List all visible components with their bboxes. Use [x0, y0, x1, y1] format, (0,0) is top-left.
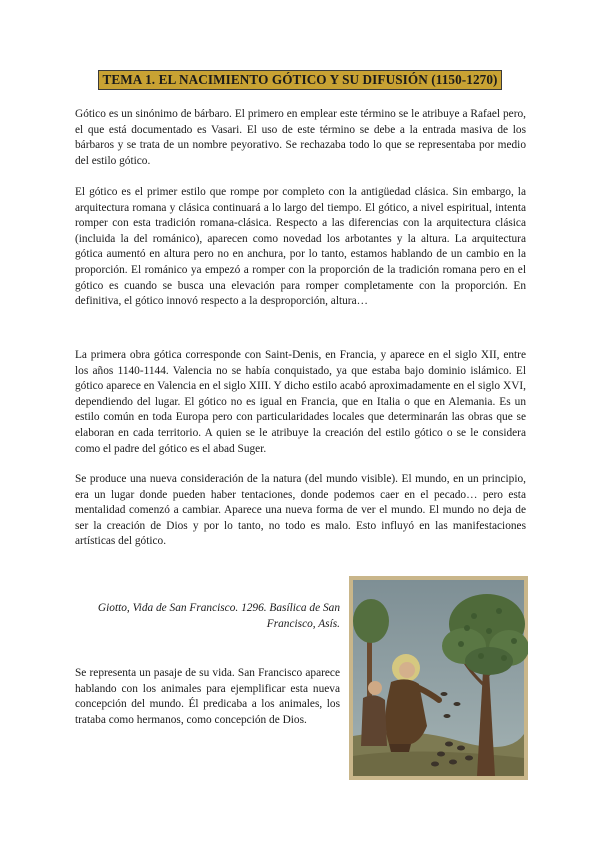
figure-caption: Giotto, Vida de San Francisco. 1296. Basílica de San Francisco, Asís.: [97, 602, 340, 630]
figure-description: Se representa un pasaje de su vida. San Francisco aparece hablando con los animales para ejemplificar esta nueva concepción del mundo. Él predicaba a los animales, los trataba como hermanos, como concepción de Dios.: [75, 667, 340, 726]
paragraph-natura: Se produce una nueva consideración de la natura (del mundo visible). El mundo, en un principio, era un lugar donde pueden haber tentaciones, donde podemos caer en el pecado… pero esta mentalidad comenzó a cambiar. Aparece una nueva forma de ver el mundo. El mundo no deja de ser la creación de Dios y por lo tanto, no todo es malo. Esto influyó en las manifestaciones artísticas del gótico.: [75, 473, 526, 548]
giotto-painting-image: [349, 576, 528, 780]
painting-tree-crown-left: [353, 599, 389, 643]
paragraph-saint-denis: La primera obra gótica corresponde con Saint-Denis, en Francia, y aparece en el siglo XII, entre los años 1140-1144. Valencia no se había conquistado, ya que estaba bajo dominio islámico. El gótico aparece en Valencia en el siglo XIII. Y dicho estilo acabó aproximadamente en el siglo XVI, dependiendo del lugar. El gótico no es igual en Francia, que en Italia o que en Alemania. Es un estilo común en toda Europa pero con particularidades locales que determinarán las obras que se elaboran en cada territorio. A quien se le atribuye la creación del estilo gótico o se le considera como el padre del gótico es el abad Suger.: [75, 349, 526, 455]
page-title: TEMA 1. EL NACIMIENTO GÓTICO Y SU DIFUSIÓN (1150-1270): [98, 70, 501, 90]
paragraph-gotico-barbaro: Gótico es un sinónimo de bárbaro. El primero en emplear este término se le atribuye a Rafael pero, el que está documentado es Vasari. El uso de este término se debe a la entrada masiva de los bárbaros y se trata de un nombre peyorativo. Se rechazaba todo lo que se representaba por medio del estilo gótico.: [75, 108, 526, 167]
paragraph-antiguedad-clasica: El gótico es el primer estilo que rompe por completo con la antigüedad clásica. Sin embargo, la arquitectura romana y clásica continuará a lo largo del tiempo. El gótico, a nivel espiritual, intenta romper con esta tradición romana-clásica. Respecto a las diferencias con la arquitectura clásica (incluida la del románico), aparecen como novedad los arbotantes y la altura. La arquitectura gótica aumentó en altura pero no en anchura, por lo tanto, estamos hablando de un cambio en la proporción. El románico ya empezó a romper con la proporción de la tradición romana pero en el gótico es cuando se busca una elevación para romper completamente con la proporción. En definitiva, el gótico innovó respecto a la desproporción, altura…: [75, 186, 526, 308]
title-container: [0, 70, 600, 90]
